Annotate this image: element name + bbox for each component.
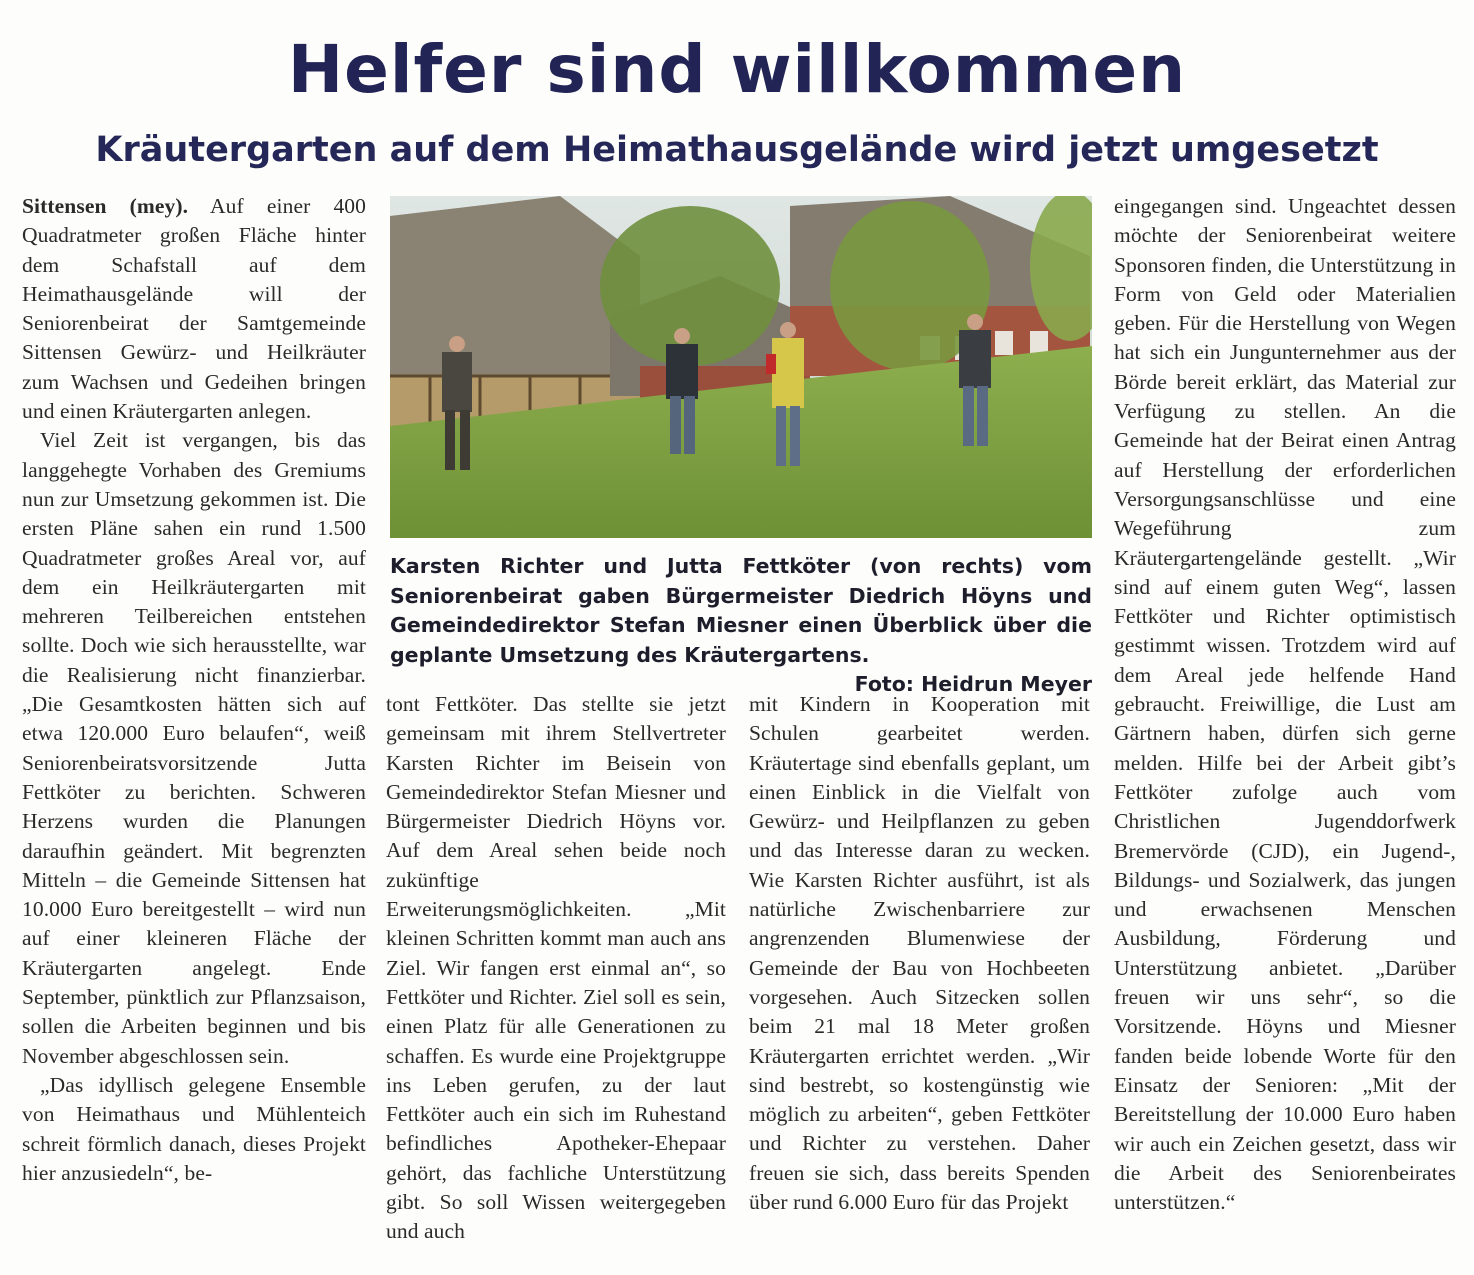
- article-column-4: [1114, 192, 1456, 1217]
- photo-illustration: [390, 196, 1092, 538]
- article-column-3: [749, 690, 1090, 1217]
- photo-credit: Foto: Heidrun Meyer: [854, 672, 1092, 696]
- photo-caption: [390, 552, 1092, 700]
- tree: [600, 206, 780, 366]
- article-column-2: [386, 690, 726, 1247]
- paragraph: „Das idyllisch gelegene Ensemble von Heimathaus und Mühlenteich schreit förmlich danach, dieses Projekt hier anzusiedeln“, be-: [22, 1072, 366, 1185]
- paragraph-text: Auf einer 400 Quadratmeter großen Fläche hinter dem Schafstall auf dem Heimathausgelände will der Seniorenbeirat der Samtgemeinde Sittensen Gewürz- und Heilkräuter zum Wachsen und Gedeihen bringen und einen Kräutergarten anlegen.: [22, 194, 366, 424]
- article-column-1: [22, 192, 366, 1188]
- subheadline: Kräutergarten auf dem Heimathausgelände wird jetzt umgesetzt: [95, 130, 1379, 170]
- headline: Helfer sind willkommen: [287, 31, 1187, 108]
- paragraph: tont Fettköter. Das stellte sie jetzt gemeinsam mit ihrem Stellvertreter Karsten Richter im Beisein von Gemeindedirektor Stefan Miesner und Bürgermeister Diedrich Höyns vor. Auf dem Areal sehen beide noch zukünftige Erweiterungsmöglichkeiten. „Mit kleinen Schritten kommt man auch ans Ziel. Wir fangen erst einmal an“, so Fettköter und Richter. Ziel soll es sein, einen Platz für alle Generationen zu schaffen. Es wurde eine Projektgruppe ins Leben gerufen, zu der laut Fettköter auch ein sich im Ruhestand befindliches Apotheker-Ehepaar gehört, das fachliche Unterstützung gibt. So soll Wissen weitergegeben und auch: [386, 692, 726, 1244]
- paragraph: Viel Zeit ist vergangen, bis das langgehegte Vorhaben des Gremiums nun zur Umsetzung gekommen ist. Die ersten Pläne sahen ein rund 1.500 Quadratmeter großes Areal vor, auf dem ein Heilkräutergarten mit mehreren Teilbereichen entstehen sollte. Doch wie sich herausstellte, war die Realisierung nicht finanzierbar. „Die Gesamtkosten hätten sich auf etwa 120.000 Euro belaufen“, weiß Seniorenbeiratsvorsitzende Jutta Fettköter zu berichten. Schweren Herzens wurden die Planungen daraufhin geändert. Mit begrenzten Mitteln – die Gemeinde Sittensen hat 10.000 Euro bereitgestellt – wird nun auf einer kleineren Fläche der Kräutergarten angelegt. Ende September, pünktlich zur Pflanzsaison, sollen die Arbeiten beginnen und bis November abgeschlossen sein.: [22, 428, 366, 1068]
- paragraph: [22, 192, 366, 426]
- paragraph: mit Kindern in Kooperation mit Schulen gearbeitet werden. Kräutertage sind ebenfalls geplant, um einen Einblick in die Vielfalt von Gewürz- und Heilpflanzen zu geben und das Interesse daran zu wecken. Wie Karsten Richter ausführt, ist als natürliche Zwischenbarriere zur angrenzenden Blumenwiese der Gemeinde der Bau von Hochbeeten vorgesehen. Auch Sitzecken sollen beim 21 mal 18 Meter großen Kräutergarten errichtet werden. „Wir sind bestrebt, so kostengünstig wie möglich zu arbeiten“, geben Fettköter und Richter zu verstehen. Daher freuen sie sich, dass bereits Spenden über rund 6.000 Euro für das Projekt: [749, 692, 1090, 1215]
- paragraph: eingegangen sind. Ungeachtet dessen möchte der Seniorenbeirat weitere Sponsoren finden, die Unterstützung in Form von Geld oder Materialien geben. Für die Herstellung von Wegen hat sich ein Jungunternehmer aus der Börde bereit erklärt, das Material zur Verfügung zu stellen. An die Gemeinde hat der Beirat einen Antrag auf Herstellung der erforderlichen Versorgungsanschlüsse und eine Wegeführung zum Kräutergartengelände gestellt. „Wir sind auf einem guten Weg“, lassen Fettköter und Richter optimistisch gestimmt wissen. Trotzdem wird auf dem Areal jede helfende Hand gebraucht. Freiwillige, die Lust am Gärtnern haben, dürfen sich gerne melden. Hilfe bei der Arbeit gibt’s Fettköter zufolge auch vom Christlichen Jugenddorfwerk Bremervörde (CJD), ein Jugend-, Bildungs- und Sozialwerk, das jungen und erwachsenen Menschen Ausbildung, Förderung und Unterstützung anbietet. „Darüber freuen wir uns sehr“, so die Vorsitzende. Höyns und Miesner fanden beide lobende Worte für den Einsatz der Senioren: „Mit der Bereitstellung der 10.000 Euro haben wir auch ein Zeichen gesetzt, dass wir die Arbeit des Seniorenbeirates unterstützen.“: [1114, 194, 1456, 1215]
- article-photo: [390, 196, 1092, 538]
- caption-text: Karsten Richter und Jutta Fettköter (von rechts) vom Seniorenbeirat gaben Bürgermeister Diedrich Höyns und Gemeindedirektor Stefan Miesner einen Überblick über die geplante Umsetzung des Kräutergartens.: [390, 554, 1092, 667]
- dateline: Sittensen (mey).: [22, 194, 189, 218]
